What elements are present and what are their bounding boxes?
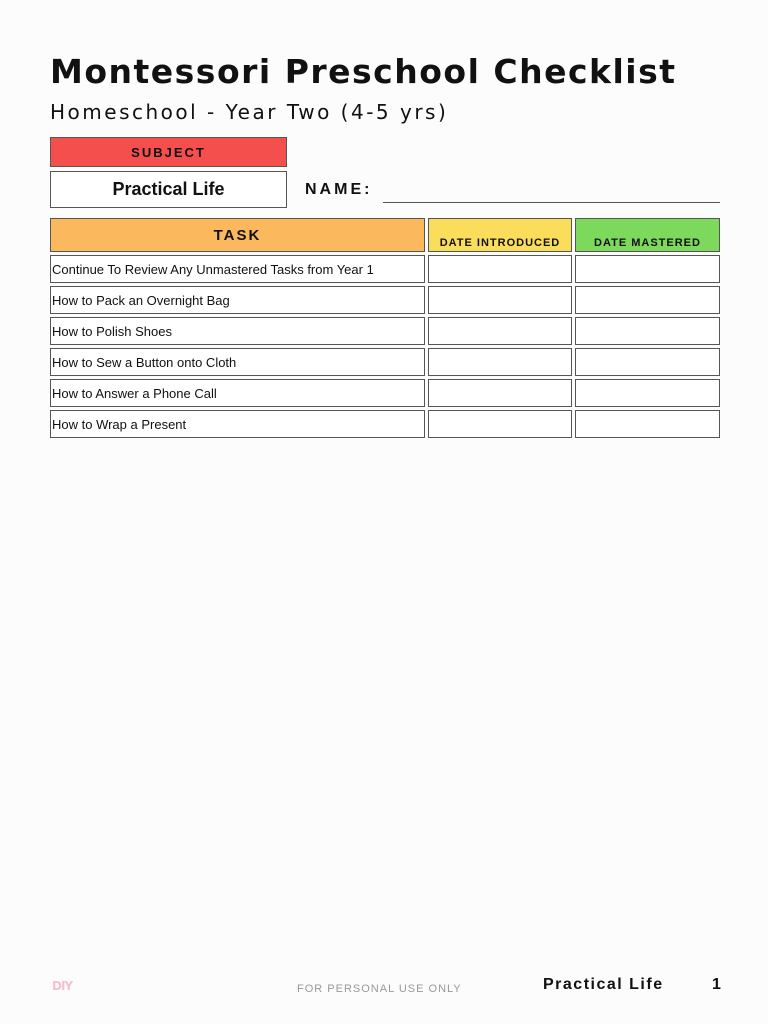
date-introduced-column-header: DATE INTRODUCED: [428, 218, 572, 252]
subject-label: SUBJECT: [50, 137, 287, 167]
task-column-header: TASK: [50, 218, 425, 252]
subject-value: Practical Life: [50, 171, 287, 208]
page-title: Montessori Preschool Checklist: [50, 52, 677, 91]
footer-note: FOR PERSONAL USE ONLY: [297, 983, 462, 995]
page-number: 1: [712, 976, 721, 993]
date-introduced-cell[interactable]: [428, 348, 572, 376]
date-mastered-cell[interactable]: [575, 286, 720, 314]
name-field[interactable]: [383, 202, 720, 203]
brand-logo: DIY: [52, 979, 73, 993]
footer-subject: Practical Life: [543, 976, 664, 993]
name-label: NAME:: [305, 181, 373, 198]
task-row-2: How to Pack an Overnight Bag: [50, 286, 425, 314]
date-introduced-cell[interactable]: [428, 255, 572, 283]
date-mastered-cell[interactable]: [575, 410, 720, 438]
date-introduced-cell[interactable]: [428, 286, 572, 314]
task-row-5: How to Answer a Phone Call: [50, 379, 425, 407]
date-mastered-cell[interactable]: [575, 379, 720, 407]
task-row-1: Continue To Review Any Unmastered Tasks from Year 1: [50, 255, 425, 283]
date-introduced-cell[interactable]: [428, 410, 572, 438]
date-mastered-column-header: DATE MASTERED: [575, 218, 720, 252]
task-row-6: How to Wrap a Present: [50, 410, 425, 438]
page-subtitle: Homeschool - Year Two (4-5 yrs): [50, 100, 449, 124]
date-introduced-cell[interactable]: [428, 317, 572, 345]
date-introduced-cell[interactable]: [428, 379, 572, 407]
task-row-4: How to Sew a Button onto Cloth: [50, 348, 425, 376]
task-row-3: How to Polish Shoes: [50, 317, 425, 345]
date-mastered-cell[interactable]: [575, 348, 720, 376]
date-mastered-cell[interactable]: [575, 317, 720, 345]
date-mastered-cell[interactable]: [575, 255, 720, 283]
